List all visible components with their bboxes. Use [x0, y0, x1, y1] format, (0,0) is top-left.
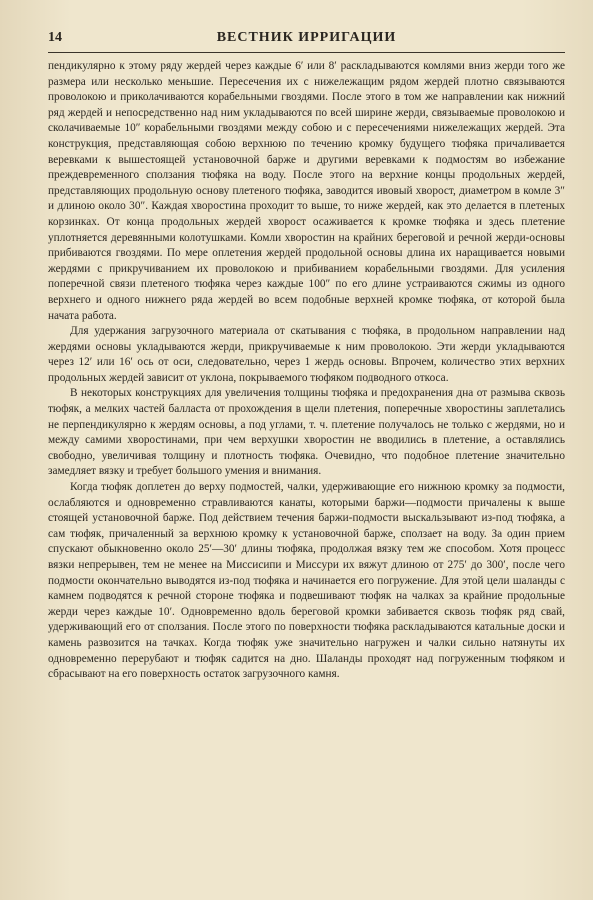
page-header — [48, 30, 565, 53]
body-text — [48, 59, 565, 683]
page-number: 14 — [48, 30, 62, 45]
paragraph-3: В некоторых конструкциях для увеличения толщины тюфяка и предохранения дна от размыва сквозь тюфяк, а мелких частей балласта от прохождения в щели плетения, поперечные хворостины заплетались не перпендикулярно к жердям основы, а под углами, т. ч. плетение получалось не только с жердями, но и между самими хворостинами, при чем верхушки хворостин не вводились в плетение, а оставлялись свободно, увеличивая толщину и плотность тюфяка. Очевидно, что подобное плетение значительно замедляет вязку и требует большого умения и внимания. — [48, 387, 565, 478]
paragraph-1: пендикулярно к этому ряду жердей через каждые 6′ или 8′ раскладываются комлями вниз жерди того же размера или несколько меньшие. Пересечения их с нижележащим рядом жердей плотно связываются проволокою и приколачиваются корабельными гвоздями. После этого в том же направлении как нижний ряд жердей и непосредственно над ним укладываются по всей ширине жерди, связываемые проволокою и сколачиваемые 10″ корабельными гвоздями между собою и с пересечениями нижележащих жердей. Эта конструкция, представляющая собою верхнюю по течению кромку будущего тюфяка причаливается веревками к вышестоящей установочной барже и другими веревками к подмостям во избежание преждевременного сползания тюфяка на воду. После этого на верхние концы продольных жердей, представляющих продольную основу плетеного тюфяка, заводится ивовый хворост, диаметром в комле 3″ и длиною около 30″. Каждая хворостина проходит то выше, то ниже жердей, как это делается в плетеных корзинках. От конца продольных жердей хворост осаживается к кромке тюфяка и здесь плетение уплотняется деревянными колотушками. Комли хворостин на крайних береговой и речной жерди-основы прибиваются гвоздями. По мере оплетения жердей продольной основы длина их наращивается новыми жердями с прикручиванием их проволокою и прибиванием корабельными гвоздями. Для усиления поперечной связи плетеного тюфяка через каждые 100″ по его длине устраиваются сжимы из одного верхнего и одного нижнего ряда жердей во всем подобные верхней кромке тюфяка, от которой была начата работа. — [48, 60, 565, 322]
journal-title: ВЕСТНИК ИРРИГАЦИИ — [216, 30, 397, 45]
paragraph-4: Когда тюфяк доплетен до верху подмостей, чалки, удерживающие его нижнюю кромку за подмости, ослабляются и одновременно стравливаются канаты, которыми баржи—подмости причалены к выше стоящей установочной барже. Под действием течения баржи-подмости выскальзывают из-под тюфяка, а сам тюфяк, причаленный за верхнюю кромку к установочной барже, сползает на воду. За один прием спускают обыкновенно около 25′—30′ длины тюфяка, продолжая вязку тем же способом. Хотя процесс вязки непрерывен, тем не менее на Миссисипи и Миссури их вяжут длиною от 275′ до 300′, после чего подмости окончательно выводятся из-под тюфяка и начинается его погружение. Для этой цели шаланды с камнем подводятся к речной стороне тюфяка и подвешивают тюфяк на чалках за крайние продольные жерди через каждые 10′. Одновременно вдоль береговой кромки забивается сквозь тюфяк ряд свай, удерживающий его от сползания. После этого по поверхности тюфяка раскладываются катальные доски и камень развозится на тачках. Когда тюфяк уже значительно нагружен и чалки сильно натянуты их одновременно перерубают и тюфяк садится на дно. Шаланды проходят над погруженным тюфяком и сбрасывают на его поверхность остаток загрузочного камня. — [48, 481, 565, 681]
paragraph-2: Для удержания загрузочного материала от скатывания с тюфяка, в продольном направлении над жердями основы укладываются жерди, прикручиваемые к ним проволокою. Эти жерди укладываются через 12′ или 16′ ось от оси, следовательно, через 1 жердь основы. Впрочем, количество этих верхних продольных жердей зависит от уклона, покрываемого тюфяком подводного откоса. — [48, 325, 565, 384]
